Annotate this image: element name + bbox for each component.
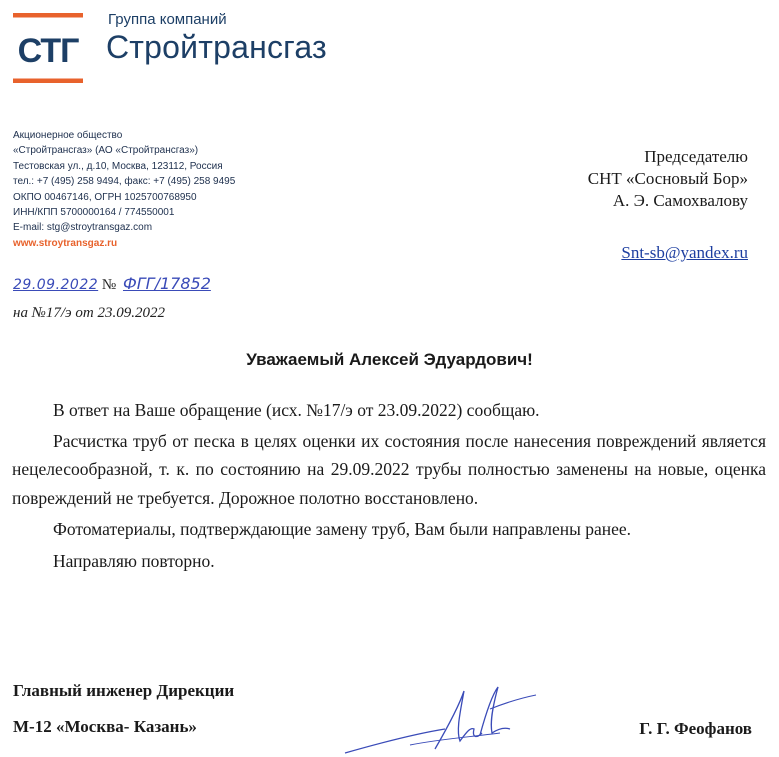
reply-reference: на №17/э от 23.09.2022 [13,305,165,321]
outgoing-date: 29.09.2022 [13,277,99,293]
outgoing-number-line [13,274,211,294]
company-inn: ИНН/КПП 5700000164 / 774550001 [13,207,175,219]
letter-body [12,396,766,576]
outgoing-number: ФГГ/17852 [122,274,211,293]
signer-name: Г. Г. Феофанов [639,719,752,738]
body-paragraph: Расчистка труб от песка в целях оценки их состояния после нанесения повреждений является нецелесообразной, т. к. по состоянию на 29.09.2022 трубы полностью заменены на новые, оценка повреждений не требуется. Дорожное полотно восстановлено. [12,430,766,508]
body-paragraph: В ответ на Ваше обращение (исх. №17/э от 23.09.2022) сообщаю. [53,400,540,420]
greeting: Уважаемый Алексей Эдуардович! [246,350,533,369]
recipient-block [588,146,748,212]
signer-title: Главный инженер Дирекции [13,681,235,700]
company-line: «Стройтрансгаз» (АО «Стройтрансгаз») [13,145,199,157]
group-line: Группа компаний [108,11,227,28]
company-logo [13,13,83,83]
number-sign: № [101,277,117,293]
handwritten-signature [340,683,540,757]
brand-name: Стройтрансгаз [106,29,327,65]
company-website: www.stroytransgaz.ru [13,237,118,249]
recipient-name: А. Э. Самохвалову [612,191,748,210]
recipient-position: Председателю [644,147,748,166]
company-phone: тел.: +7 (495) 258 9494, факс: +7 (495) 258 9495 [13,176,236,188]
company-okpo: ОКПО 00467146, ОГРН 1025700768950 [13,191,197,203]
company-address: Тестовская ул., д.10, Москва, 123112, Россия [13,160,223,172]
company-line: Акционерное общество [13,130,123,141]
body-paragraph: Направляю повторно. [53,550,215,571]
logo-text: СТГ [17,32,79,70]
signer-directorate: М-12 «Москва- Казань» [13,717,197,736]
recipient-organization: СНТ «Сосновый Бор» [587,169,748,188]
company-details [13,128,235,251]
body-paragraph: Фотоматериалы, подтверждающие замену труб, Вам были направлены ранее. [53,519,631,540]
recipient-email-link[interactable]: Snt-sb@yandex.ru [621,243,748,262]
company-email: E-mail: stg@stroytransgaz.com [13,222,153,234]
